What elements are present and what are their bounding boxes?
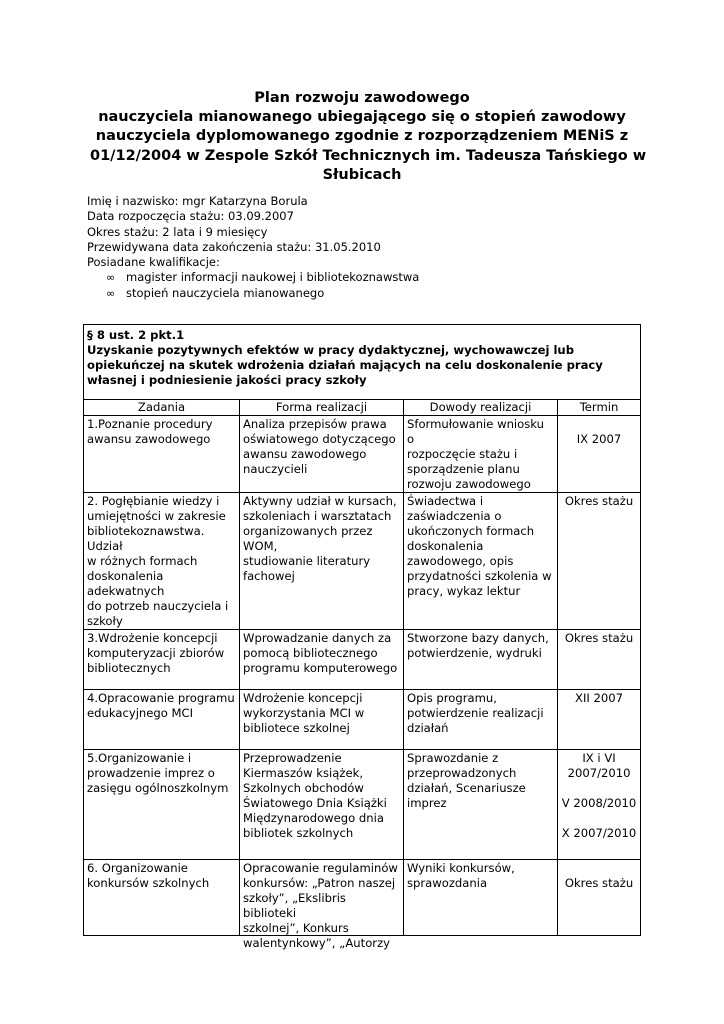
title-line-2: nauczyciela mianowanego ubiegającego się o stopień zawodowy: [98, 109, 626, 126]
cell-line: w różnych formach: [87, 554, 198, 568]
cell-line: szkolnej”, Konkurs: [243, 921, 349, 935]
cell-line: programu komputerowego: [243, 661, 398, 675]
cell-line: IX 2007: [576, 432, 622, 446]
task-cell: [84, 750, 240, 860]
task-cell: [84, 493, 240, 630]
evidence-cell: [404, 750, 558, 860]
cell-line: IX i VI: [582, 751, 616, 765]
form-cell: [240, 416, 404, 493]
cell-line: [561, 811, 637, 826]
cell-line: 2007/2010: [567, 766, 631, 780]
form-cell: [240, 860, 404, 950]
cell-line: szkoły: [87, 614, 123, 628]
cell-line: 6. Organizowanie: [87, 861, 188, 875]
task-cell: [84, 860, 240, 936]
cell-line: Szkolnych obchodów: [243, 781, 364, 795]
cell-line: zasięgu ogólnoszkolnym: [87, 781, 229, 795]
cell-line: XII 2007: [575, 691, 624, 705]
cell-line: oświatowego dotyczącego: [243, 432, 396, 446]
cell-line: bibliotek szkolnych: [243, 826, 354, 840]
column-header-form: Forma realizacji: [240, 400, 404, 416]
cell-line: pomocą bibliotecznego: [243, 646, 378, 660]
cell-line: doskonalenia adekwatnych: [87, 569, 165, 598]
evidence-cell: [404, 690, 558, 750]
cell-line: konkursów: „Patron naszej: [243, 876, 396, 890]
section-header: [84, 325, 641, 400]
cell-line: umiejętności w zakresie: [87, 509, 226, 523]
table-row: [84, 750, 641, 860]
cell-line: szkoleniach i warsztatach: [243, 509, 392, 523]
document-title: [90, 89, 647, 185]
table-row: [84, 630, 641, 690]
cell-line: Kiermaszów książek,: [243, 766, 364, 780]
form-cell: [240, 630, 404, 690]
cell-line: edukacyjnego MCI: [87, 706, 194, 720]
cell-line: konkursów szkolnych: [87, 876, 210, 890]
cell-line: studiowanie literatury: [243, 554, 371, 568]
table-row: [84, 493, 641, 630]
cell-line: działań, Scenariusze: [407, 781, 526, 795]
cell-line: sporządzenie planu: [407, 462, 520, 476]
form-cell: [240, 493, 404, 630]
cell-line: walentynkowy”, „Autorzy: [243, 936, 391, 950]
cell-line: wykorzystania MCI w: [243, 706, 365, 720]
cell-line: Opis programu,: [407, 691, 497, 705]
cell-line: organizowanych przez WOM,: [243, 524, 373, 553]
task-cell: [84, 416, 240, 493]
cell-line: Okres stażu: [564, 631, 634, 645]
cell-line: imprez: [407, 796, 447, 810]
cell-line: doskonalenia: [407, 539, 484, 553]
cell-line: rozpoczęcie stażu i: [407, 447, 518, 461]
title-line-5: Słubicach: [322, 166, 402, 183]
cell-line: Sprawozdanie z: [407, 751, 499, 765]
cell-line: Sformułowanie wniosku o: [407, 417, 544, 446]
cell-line: [561, 781, 637, 796]
term-cell: [558, 690, 641, 750]
cell-line: zaświadczenia o: [407, 509, 502, 523]
cell-line: sprawozdania: [407, 876, 488, 890]
cell-line: Okres stażu: [564, 876, 634, 890]
column-header-row: [84, 400, 641, 416]
term-cell: [558, 630, 641, 690]
cell-line: 3.Wdrożenie koncepcji: [87, 631, 218, 645]
evidence-cell: [404, 416, 558, 493]
section-header-row: [84, 325, 641, 400]
cell-line: Wdrożenie koncepcji: [243, 691, 363, 705]
cell-line: X 2007/2010: [561, 826, 637, 840]
term-cell: [558, 750, 641, 860]
column-header-term: Termin: [558, 400, 641, 416]
term-cell: [558, 860, 641, 936]
cell-line: do potrzeb nauczyciela i: [87, 599, 229, 613]
cell-line: 1.Poznanie procedury: [87, 417, 213, 431]
cell-line: Światowego Dnia Książki: [243, 796, 387, 810]
evidence-cell: [404, 630, 558, 690]
cell-line: Analiza przepisów prawa: [243, 417, 387, 431]
cell-line: potwierdzenie, wydruki: [407, 646, 542, 660]
cell-line: Świadectwa i: [407, 494, 484, 508]
evidence-cell: [404, 493, 558, 630]
title-line-3: nauczyciela dyplomowanego zgodnie z rozporządzeniem MENiS z: [95, 128, 629, 145]
cell-line: bibliotecznych: [87, 661, 171, 675]
cell-line: fachowej: [243, 569, 295, 583]
cell-line: Wprowadzanie danych za: [243, 631, 392, 645]
cell-line: awansu zawodowego: [87, 432, 211, 446]
cell-line: przydatności szkolenia w: [407, 569, 552, 583]
cell-line: prowadzenie imprez o: [87, 766, 215, 780]
task-cell: [84, 690, 240, 750]
internship-start: Data rozpoczęcia stażu: 03.09.2007: [87, 209, 294, 224]
qualification-item: ∞ magister informacji naukowej i bibliotekoznawstwa: [106, 270, 420, 285]
title-line-4: 01/12/2004 w Zespole Szkół Technicznych im. Tadeusza Tańskiego w: [90, 147, 647, 164]
cell-line: Międzynarodowego dnia: [243, 811, 384, 825]
infinity-bullet-icon: ∞: [106, 271, 116, 285]
title-line-1: Plan rozwoju zawodowego: [254, 90, 470, 106]
qualifications-list: [106, 270, 419, 301]
qualifications-label: Posiadane kwalifikacje:: [87, 255, 220, 270]
cell-line: bibliotekoznawstwa. Udział: [87, 524, 205, 553]
cell-line: Przeprowadzenie: [243, 751, 342, 765]
cell-line: Opracowanie regulaminów: [243, 861, 398, 875]
cell-line: Stworzone bazy danych,: [407, 631, 549, 645]
form-cell: [240, 750, 404, 860]
internship-period: Okres stażu: 2 lata i 9 miesięcy: [87, 224, 268, 239]
task-cell: [84, 630, 240, 690]
table-row: [84, 860, 641, 936]
column-header-evidence: Dowody realizacji: [404, 400, 558, 416]
table-row: [84, 416, 641, 493]
cell-line: pracy, wykaz lektur: [407, 584, 521, 598]
cell-line: nauczycieli: [243, 462, 308, 476]
cell-line: awansu zawodowego: [243, 447, 367, 461]
cell-line: bibliotece szkolnej: [243, 721, 350, 735]
cell-line: rozwoju zawodowego: [407, 477, 531, 491]
cell-line: Wyniki konkursów,: [407, 861, 515, 875]
evidence-cell: [404, 860, 558, 936]
cell-line: Okres stażu: [564, 494, 634, 508]
cell-line: 4.Opracowanie programu: [87, 691, 235, 705]
cell-line: komputeryzacji zbiorów: [87, 646, 225, 660]
teacher-name: Imię i nazwisko: mgr Katarzyna Borula: [87, 194, 308, 208]
cell-line: przeprowadzonych: [407, 766, 517, 780]
cell-line: ukończonych formach: [407, 524, 535, 538]
section-heading: Uzyskanie pozytywnych efektów w pracy dydaktycznej, wychowawczej lub opiekuńczej na skutek wdrożenia działań mających na celu doskonalenie pracy własnej i podniesienie jakości pracy szkoły: [87, 343, 603, 387]
cell-line: działań: [407, 721, 449, 735]
cell-line: zawodowego, opis: [407, 554, 514, 568]
section-paragraph: § 8 ust. 2 pkt.1: [87, 328, 185, 342]
cell-line: 2. Pogłębianie wiedzy i: [87, 494, 220, 508]
internship-end: Przewidywana data zakończenia stażu: 31.05.2010: [87, 239, 381, 254]
development-plan-table: [83, 324, 641, 950]
column-header-tasks: Zadania: [84, 400, 240, 416]
cell-line: szkoły”, „Ekslibris biblioteki: [243, 891, 346, 920]
cell-line: 5.Organizowanie i: [87, 751, 192, 765]
form-cell: [240, 690, 404, 750]
qualification-item: ∞ stopień nauczyciela mianowanego: [106, 285, 325, 300]
infinity-bullet-icon: ∞: [106, 286, 116, 300]
cell-line: V 2008/2010: [561, 796, 637, 810]
cell-line: potwierdzenie realizacji: [407, 706, 544, 720]
term-cell: [558, 416, 641, 493]
cell-line: Aktywny udział w kursach,: [243, 494, 397, 508]
table-row: [84, 690, 641, 750]
teacher-info: [87, 194, 419, 301]
term-cell: [558, 493, 641, 630]
